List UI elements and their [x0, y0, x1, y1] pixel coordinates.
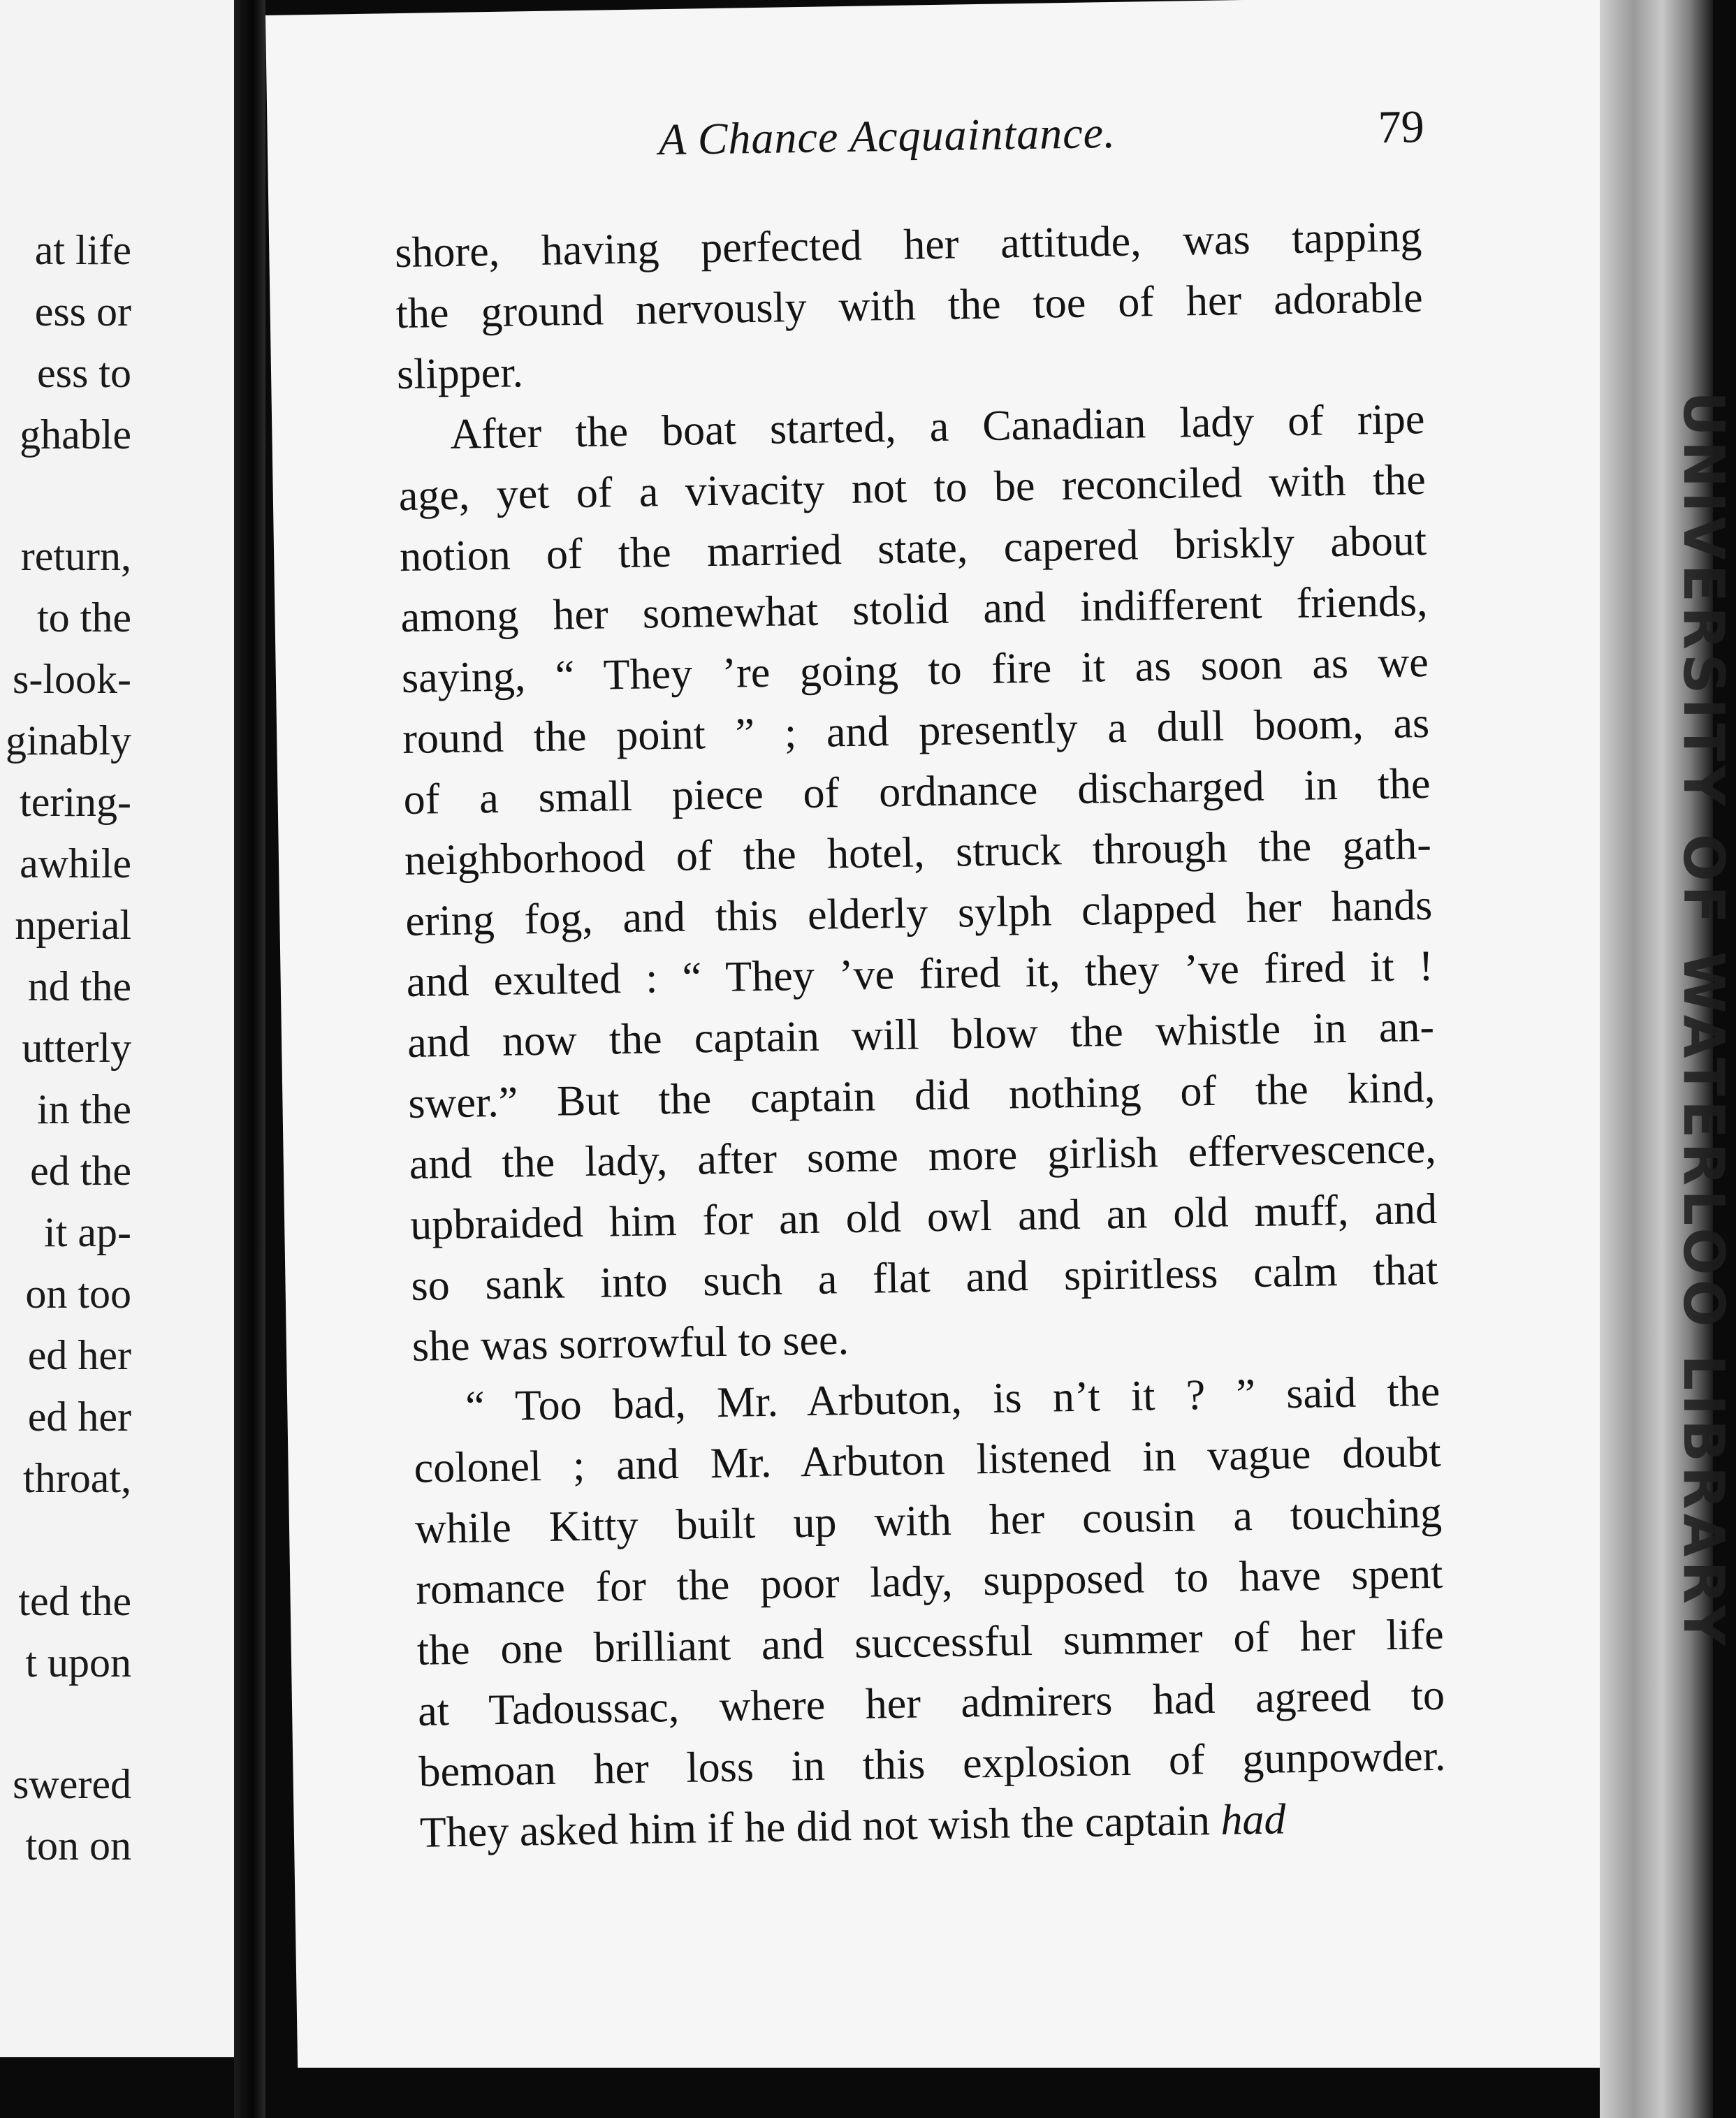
text-line: so sank into such a flat and spiritless calm that [411, 1246, 1438, 1310]
left-line: ted the [18, 1578, 131, 1624]
left-line: t upon [25, 1639, 131, 1686]
left-line: on too [25, 1271, 131, 1317]
text-line: bemoan her loss in this explosion of gunpowder. [418, 1732, 1446, 1796]
text-line: of a small piece of ordnance discharged in the [403, 759, 1431, 824]
text-line: at Tadoussac, where her admirers had agreed to [417, 1671, 1445, 1735]
text-line: notion of the married state, capered briskly about [399, 516, 1427, 581]
text-line: age, yet of a vivacity not to be reconciled with the [398, 456, 1427, 520]
text-line: the ground nervously with the toe of her adorable [395, 274, 1424, 338]
left-line: ess to [37, 350, 131, 396]
left-line: throat, [23, 1455, 131, 1501]
text-line: neighborhood of the hotel, struck through the gath- [404, 820, 1432, 885]
left-line: at life [34, 227, 131, 273]
text-line: “ Too bad, Mr. Arbuton, is n’t it ? ” said the [465, 1367, 1440, 1431]
text-line: and the lady, after some more girlish effervescence, [409, 1124, 1437, 1188]
previous-page [0, 0, 234, 2057]
text-line: she was sorrowful to see. [411, 1316, 849, 1371]
left-line: in the [37, 1086, 131, 1132]
left-line: ghable [20, 411, 131, 458]
left-line: utterly [22, 1025, 131, 1071]
text-line: upbraided him for an old owl and an old muff, and [409, 1185, 1438, 1249]
left-line: s-look- [13, 656, 131, 702]
left-line: ed the [30, 1148, 131, 1194]
text-line: and exulted : “ They ’ve fired it, they ’ve fired it ! [406, 942, 1434, 1006]
running-head: A Chance Acquaintance. [658, 107, 1116, 165]
left-line: ed her [27, 1394, 131, 1440]
page-body [395, 207, 1447, 1864]
left-line: nd the [27, 963, 131, 1009]
library-stamp: UNIVERSITY OF WATERLOO LIBRARY [1671, 391, 1736, 1650]
left-line: ess or [34, 289, 131, 335]
text-line-start: They asked him if he did not wish the captain [419, 1797, 1211, 1857]
italic-word: had [1220, 1795, 1287, 1844]
left-line: return, [20, 533, 131, 579]
text-line: shore, having perfected her attitude, was tapping [394, 213, 1422, 277]
text-line: among her somewhat stolid and indifferent friends, [400, 577, 1428, 642]
text-line: while Kitty built up with her cousin a touching [414, 1489, 1443, 1553]
left-line: it ap- [44, 1209, 131, 1255]
left-line: ginably [6, 717, 131, 764]
book-gutter [234, 0, 265, 2118]
text-line: and now the captain will blow the whistle in an- [407, 1002, 1435, 1067]
text-line: ering fog, and this elderly sylph clapped her hands [404, 881, 1433, 946]
text-line: round the point ” ; and presently a dull boom, as [402, 699, 1430, 764]
text-line: the one brilliant and successful summer of her life [416, 1610, 1445, 1674]
page-shadow [265, 2068, 1614, 2118]
text-line: After the boat started, a Canadian lady of ripe [449, 395, 1425, 458]
current-page [265, 0, 1646, 2090]
left-line: tering- [20, 779, 131, 825]
text-line: colonel ; and Mr. Arbuton listened in vague doubt [414, 1428, 1442, 1492]
left-line: ton on [25, 1823, 131, 1869]
text-line: swer.” But the captain did nothing of the kind, [407, 1063, 1436, 1127]
text-line: saying, “ They ’re going to fire it as soon as we [401, 638, 1429, 703]
left-line: swered [13, 1761, 131, 1807]
left-line: nperial [15, 902, 131, 948]
left-line: to the [37, 594, 131, 641]
text-line: slipper. [396, 349, 524, 399]
left-line: awhile [20, 840, 131, 886]
text-line: romance for the poor lady, supposed to have spent [415, 1549, 1443, 1614]
page-number: 79 [1378, 101, 1425, 153]
left-line: ed her [27, 1332, 131, 1378]
